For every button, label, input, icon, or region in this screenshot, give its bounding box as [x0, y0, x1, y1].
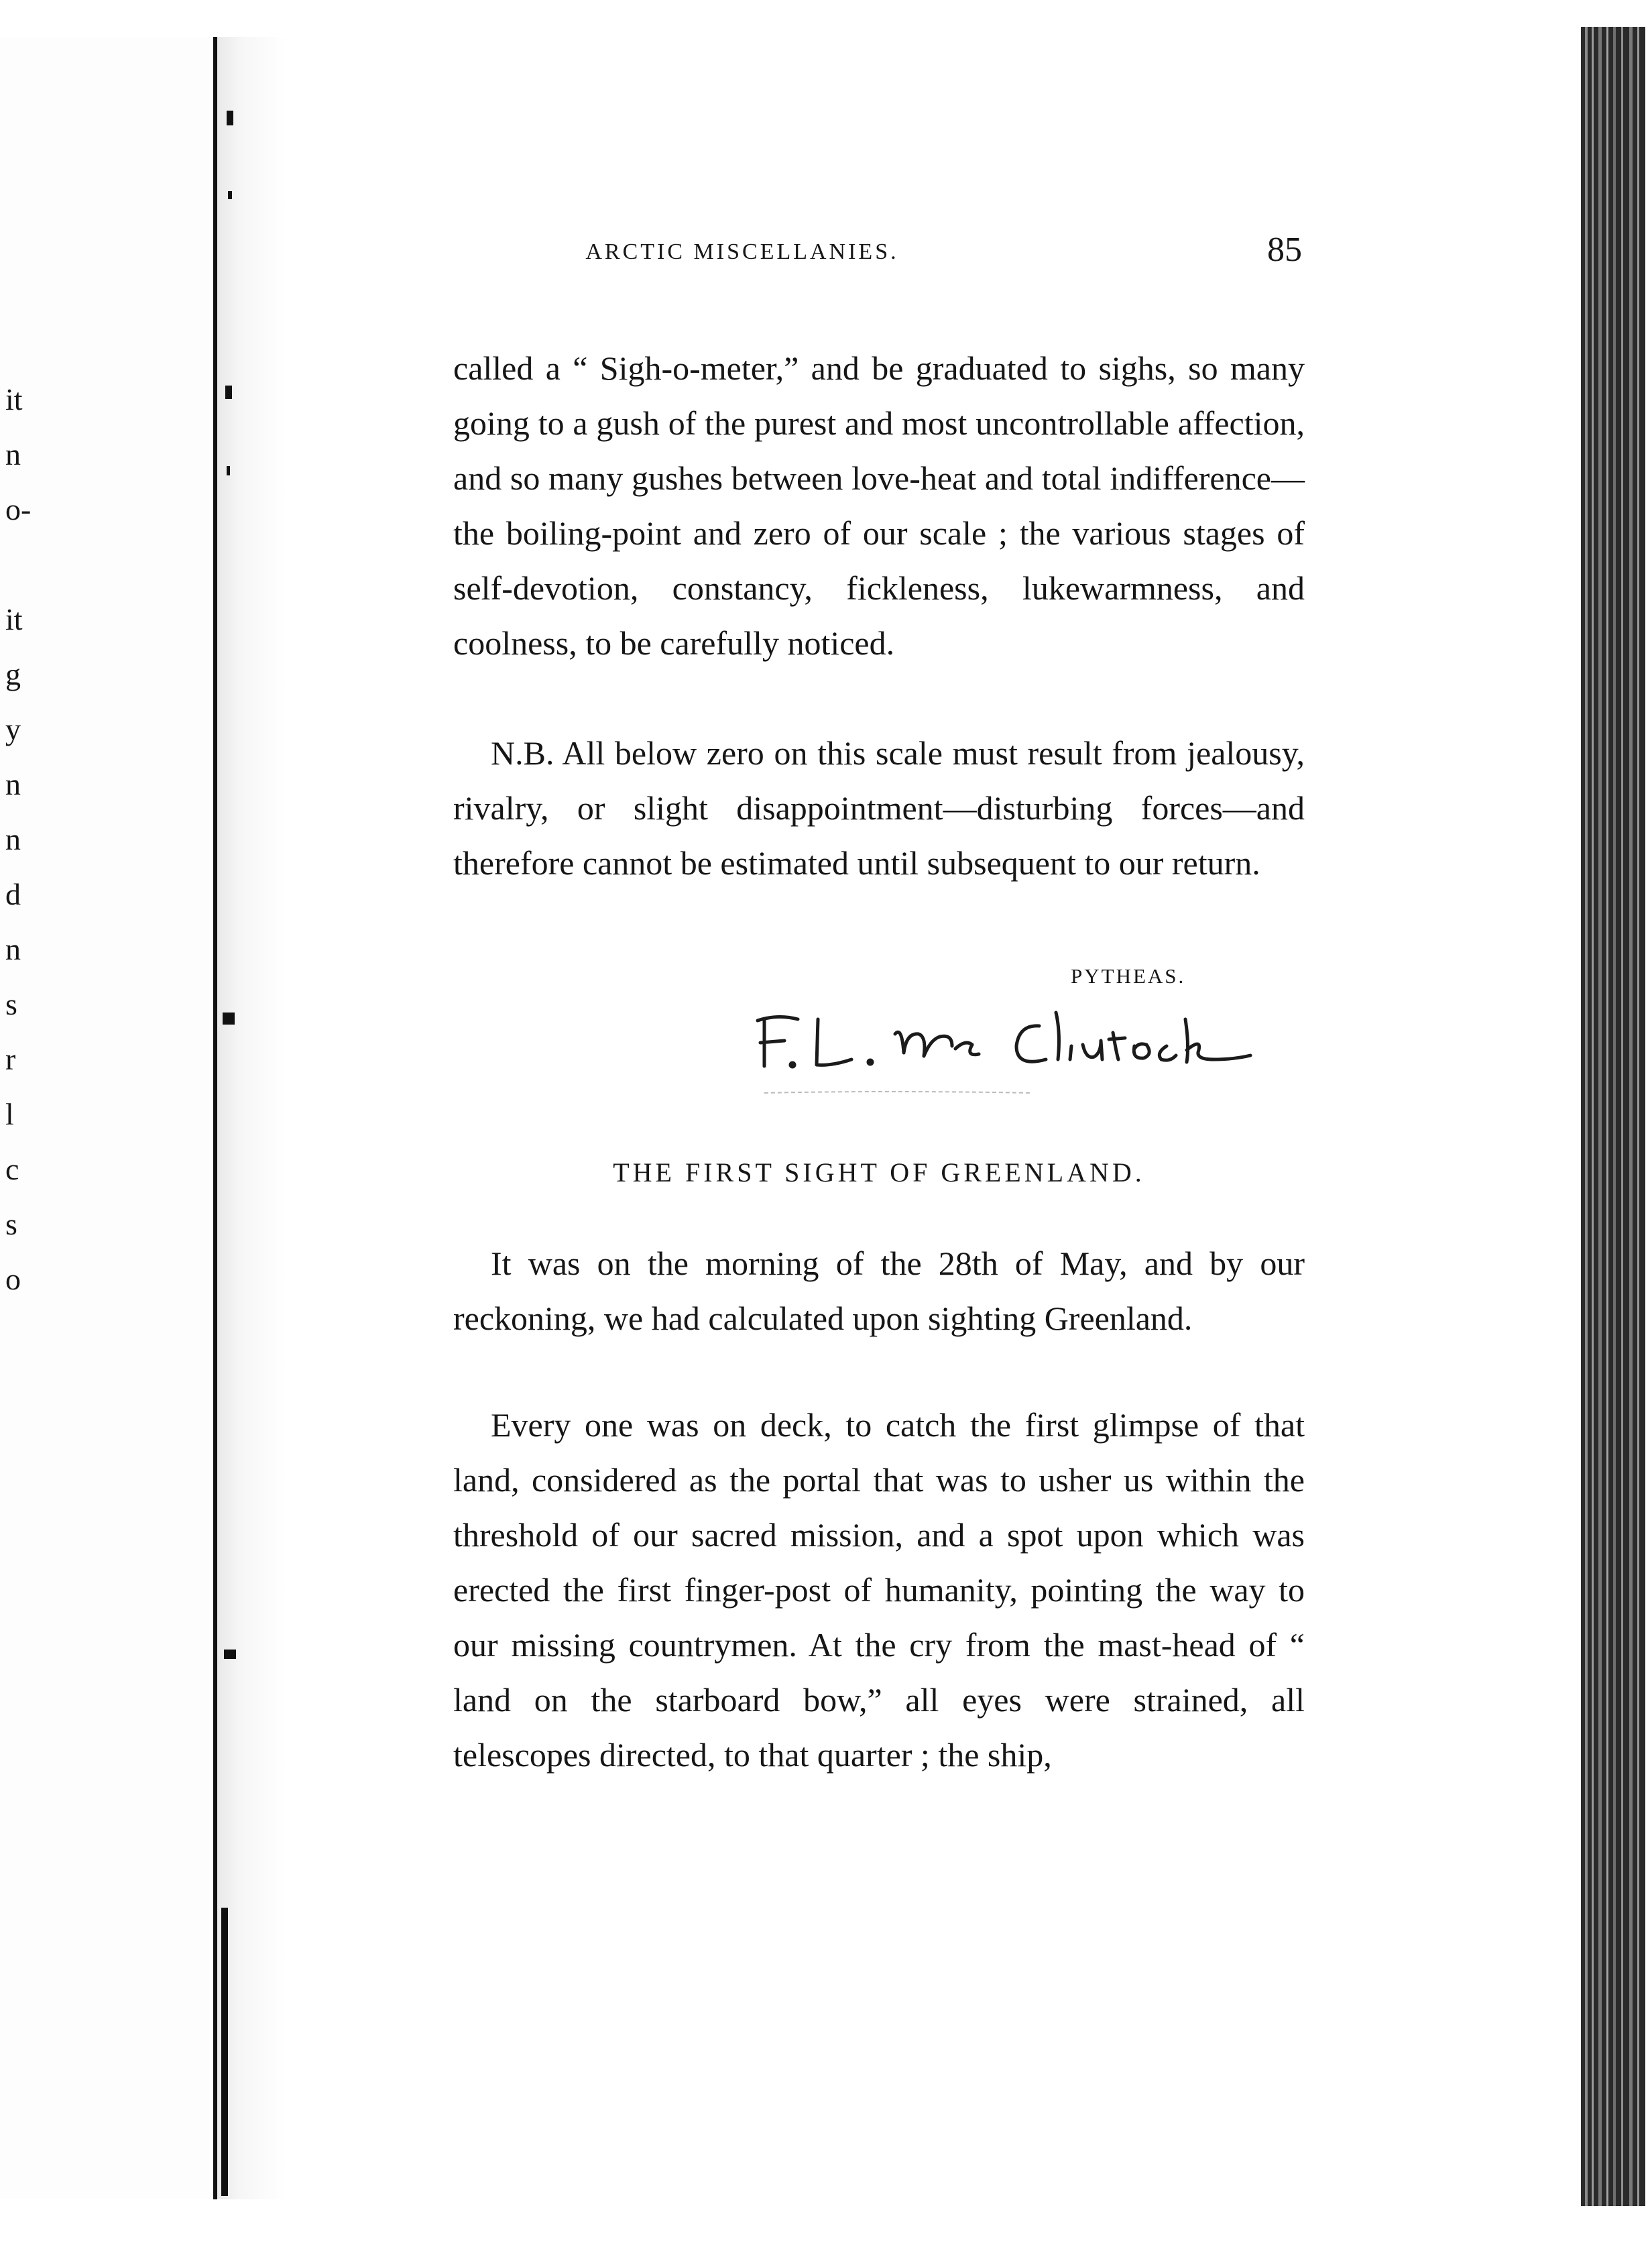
- edge-letter: s: [5, 1207, 17, 1241]
- edge-letter: s: [5, 987, 17, 1021]
- page-block-edge: [1576, 27, 1652, 2206]
- edge-letter: g: [5, 657, 21, 691]
- edge-letter: y: [5, 712, 21, 746]
- edge-letter: o-: [5, 492, 32, 526]
- paragraph-text: called a “ Sigh-o-meter,” and be graduated to sighs, so many going to a gush of the purest and most uncontrollable affection, and so many gushes between love-heat and total indifference—the boiling-point and zero of our scale ; the various stages of self-devotion, constancy, fickleness, lukewarmness, and coolness, to be carefully noticed.: [453, 349, 1305, 662]
- paragraph-text: Every one was on deck, to catch the first glimpse of that land, considered as the portal that was to usher us within the threshold of our sacred mission, and a spot upon which was erected the first finger-post of humanity, pointing the way to our missing countrymen. At the cry from the mast-head of “ land on the starboard bow,” all eyes were strained, all telescopes directed, to that quarter ; the ship,: [453, 1406, 1305, 1774]
- edge-letter: r: [5, 1042, 16, 1076]
- gutter-marks: [213, 37, 287, 2199]
- edge-letter: it: [5, 602, 23, 636]
- edge-letter: d: [5, 877, 21, 911]
- author-signoff: PYTHEAS.: [1071, 964, 1186, 988]
- page-edges-graphic: [1576, 27, 1652, 2206]
- paragraph: [453, 341, 1305, 671]
- paragraph-text: It was on the morning of the 28th of May, and by our reckoning, we had calculated upon sighting Greenland.: [453, 1245, 1305, 1337]
- edge-letter: o: [5, 1262, 21, 1296]
- facing-page-edge-text: [5, 372, 46, 1307]
- running-head: [417, 230, 1302, 277]
- facing-page: [0, 37, 221, 2199]
- paragraph-text: N.B. All below zero on this scale must result from jealousy, rivalry, or slight disappointment—disturbing forces—and therefore cannot be estimated until subsequent to our return.: [453, 734, 1305, 882]
- paragraph: [453, 726, 1305, 890]
- page-number: 85: [1267, 231, 1302, 269]
- section-heading: THE FIRST SIGHT OF GREENLAND.: [613, 1157, 1145, 1188]
- running-title: ARCTIC MISCELLANIES.: [585, 239, 899, 264]
- edge-letter: l: [5, 1097, 14, 1131]
- book-gutter: [213, 37, 287, 2199]
- edge-letter: n: [5, 767, 21, 801]
- paragraph: [453, 1397, 1305, 1782]
- edge-letter: n: [5, 437, 21, 471]
- edge-letter: it: [5, 382, 23, 416]
- paragraph: [453, 1236, 1305, 1346]
- edge-letter: n: [5, 822, 21, 856]
- edge-letter: [5, 537, 46, 592]
- handwritten-signature: [751, 992, 1274, 1100]
- edge-letter: c: [5, 1152, 19, 1186]
- edge-letter: n: [5, 932, 21, 966]
